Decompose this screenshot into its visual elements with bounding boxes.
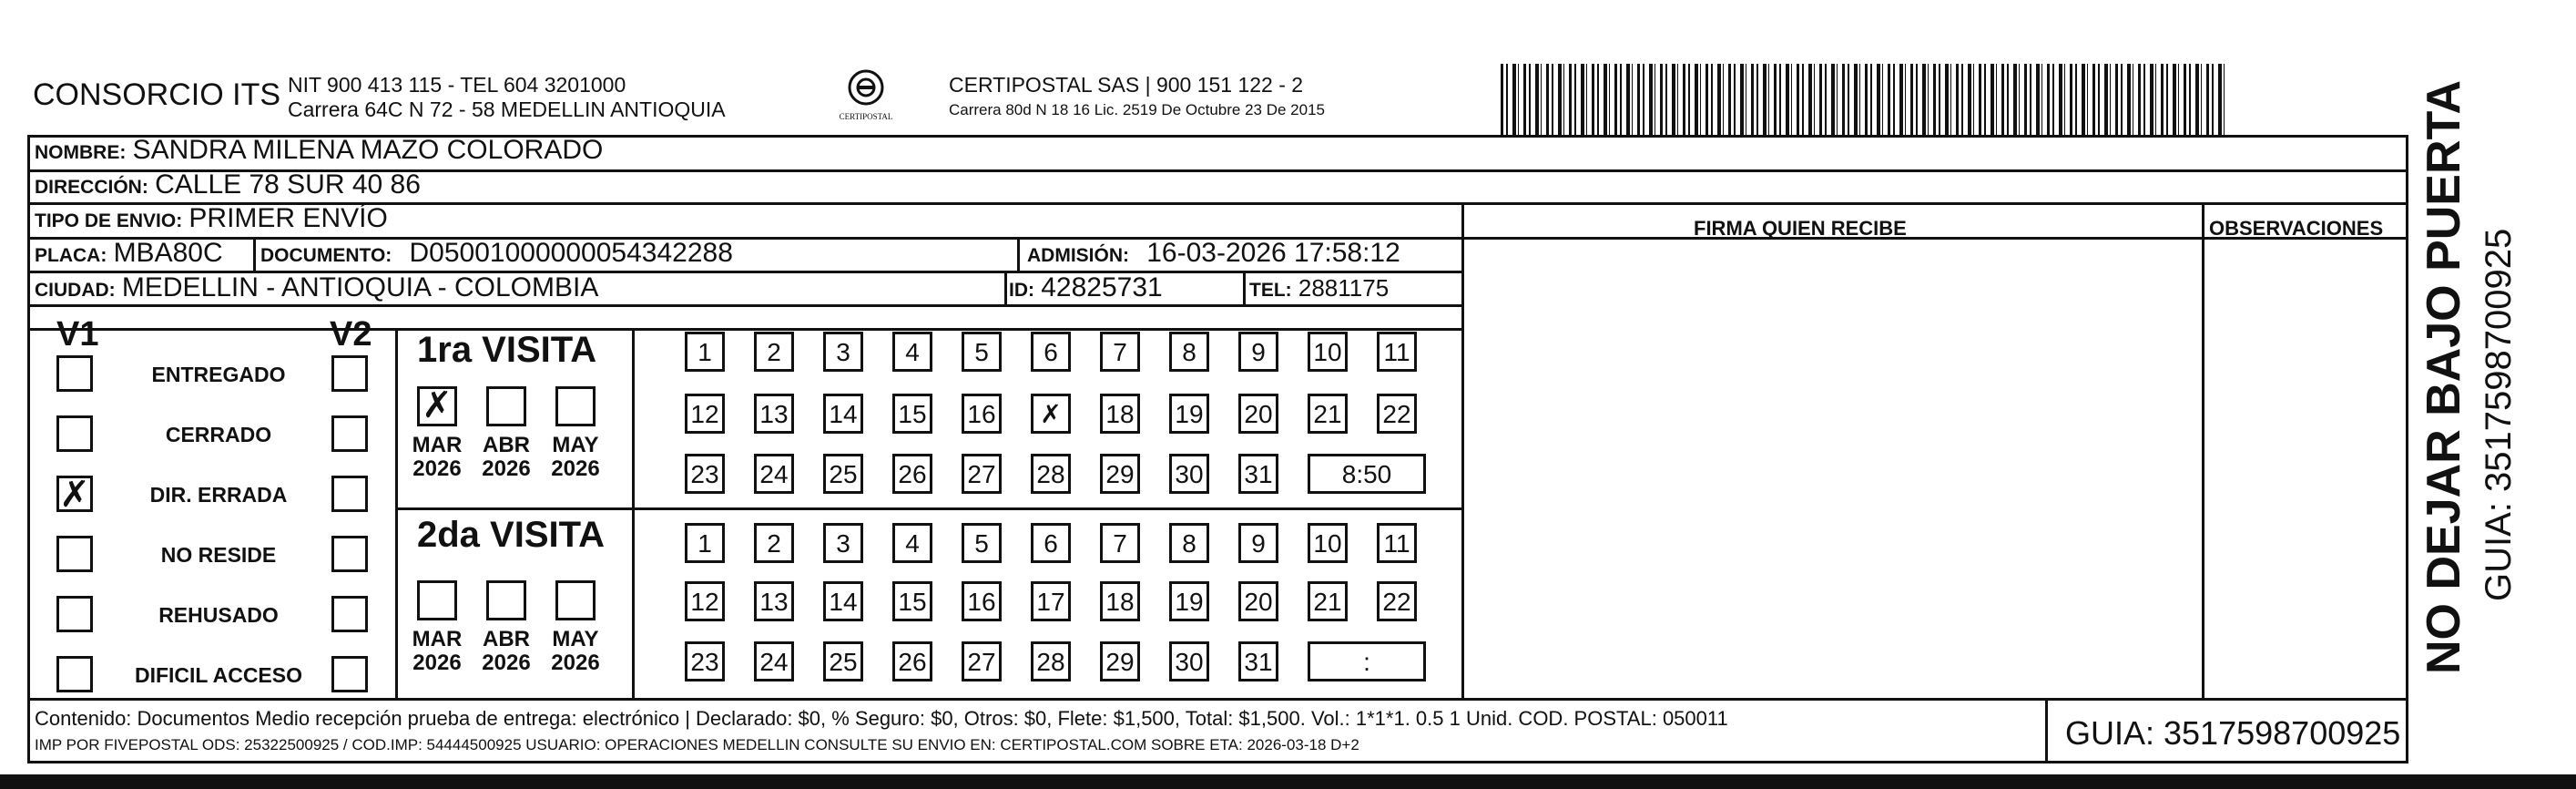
month-label: MAR 2026 <box>412 627 463 675</box>
day-box[interactable]: 7 <box>1100 332 1140 372</box>
ciudad-value: MEDELLIN - ANTIOQUIA - COLOMBIA <box>121 272 599 302</box>
documento-row <box>260 238 733 269</box>
v1-checkbox[interactable] <box>56 415 93 452</box>
admision-label: ADMISIÓN: <box>1027 245 1129 266</box>
day-box[interactable]: 31 <box>1238 454 1278 494</box>
day-box[interactable]: 24 <box>754 454 794 494</box>
day-box[interactable]: 14 <box>823 581 863 621</box>
company-info <box>288 73 726 122</box>
day-box[interactable]: 6 <box>1031 332 1071 372</box>
guia-footer: GUIA: 3517598700925 <box>2065 714 2401 752</box>
v1-checkbox[interactable]: ✗ <box>56 476 93 512</box>
day-box[interactable]: 25 <box>823 454 863 494</box>
day-box[interactable]: 10 <box>1308 523 1348 563</box>
month-label: MAY 2026 <box>551 433 600 481</box>
day-box[interactable]: 22 <box>1377 581 1417 621</box>
day-box[interactable]: 12 <box>685 581 725 621</box>
day-box[interactable]: 2 <box>754 332 794 372</box>
ciudad-row <box>35 272 598 303</box>
month-checkbox[interactable] <box>555 386 596 426</box>
day-box[interactable]: 17 <box>1031 581 1071 621</box>
day-box[interactable]: 5 <box>962 523 1002 563</box>
day-box[interactable]: 21 <box>1308 581 1348 621</box>
day-box[interactable]: 20 <box>1238 581 1278 621</box>
status-label: NO RESIDE <box>160 543 277 567</box>
guia-vertical: GUIA: 3517598700925 <box>2479 228 2519 601</box>
v2-checkbox[interactable] <box>331 536 368 572</box>
status-label: CERRADO <box>165 423 272 446</box>
documento-value: D05001000000054342288 <box>409 238 733 268</box>
day-box[interactable]: 27 <box>962 454 1002 494</box>
day-box[interactable]: 16 <box>962 394 1002 434</box>
v2-checkbox[interactable] <box>331 476 368 512</box>
tel-value: 2881175 <box>1298 274 1390 302</box>
imp-text: IMP POR FIVEPOSTAL ODS: 25322500925 / COD.IMP: 54444500925 USUARIO: OPERACIONES MEDELLIN CONSULTE SU ENVIO EN: CERTIPOSTAL.COM SOBRE ETA: 2026-03-18 D+2 <box>35 736 1359 753</box>
day-box[interactable]: 29 <box>1100 454 1140 494</box>
day-box[interactable]: 16 <box>962 581 1002 621</box>
day-box[interactable]: 4 <box>892 332 932 372</box>
id-value: 42825731 <box>1041 272 1163 302</box>
day-box[interactable]: 18 <box>1100 581 1140 621</box>
day-box[interactable]: 7 <box>1100 523 1140 563</box>
placa-value: MBA80C <box>113 238 223 268</box>
month-label: MAR 2026 <box>412 433 463 481</box>
v1-checkbox[interactable] <box>56 536 93 572</box>
day-box[interactable]: 30 <box>1169 641 1209 681</box>
day-box[interactable]: 5 <box>962 332 1002 372</box>
certipostal-info <box>949 73 1325 119</box>
v2-checkbox[interactable] <box>331 656 368 692</box>
placa-label: PLACA: <box>35 245 107 266</box>
day-box[interactable]: 28 <box>1031 454 1071 494</box>
day-box[interactable]: 2 <box>754 523 794 563</box>
nombre-value: SANDRA MILENA MAZO COLORADO <box>132 135 604 165</box>
tipo-row <box>35 203 388 234</box>
direccion-label: DIRECCIÓN: <box>35 177 148 198</box>
day-box[interactable]: 23 <box>685 454 725 494</box>
v2-checkbox[interactable] <box>331 355 368 392</box>
month-checkbox[interactable]: ✗ <box>417 386 457 426</box>
scan-edge <box>0 774 2576 789</box>
time-box[interactable]: : <box>1308 641 1426 681</box>
ciudad-label: CIUDAD: <box>35 280 116 301</box>
month-checkbox[interactable] <box>486 386 526 426</box>
status-label: DIR. ERRADA <box>149 483 288 507</box>
direccion-value: CALLE 78 SUR 40 86 <box>155 169 421 200</box>
certipostal-logo: CERTIPOSTAL <box>830 67 901 121</box>
day-box[interactable]: 15 <box>892 394 932 434</box>
admision-value: 16-03-2026 17:58:12 <box>1146 238 1400 268</box>
day-box[interactable]: 8 <box>1169 523 1209 563</box>
id-label: ID: <box>1009 280 1034 301</box>
day-box[interactable]: 18 <box>1100 394 1140 434</box>
day-box[interactable]: 11 <box>1377 523 1417 563</box>
month-label: ABR 2026 <box>482 627 531 675</box>
day-box[interactable]: ✗ <box>1031 394 1071 434</box>
status-label: DIFICIL ACCESO <box>134 663 302 687</box>
contenido-text: Contenido: Documentos Medio recepción prueba de entrega: electrónico | Declarado: $0, % Seguro: $0, Otros: $0, Flete: $1,500, Total: $1,500. Vol.: 1*1*1. 0.5 1 Unid. COD. POSTAL: 050011 <box>35 707 1728 730</box>
day-box[interactable]: 25 <box>823 641 863 681</box>
day-box[interactable]: 10 <box>1308 332 1348 372</box>
day-box[interactable]: 26 <box>892 641 932 681</box>
v2-label: V2 <box>330 315 372 354</box>
day-box[interactable]: 21 <box>1308 394 1348 434</box>
day-box[interactable]: 29 <box>1100 641 1140 681</box>
v2-checkbox[interactable] <box>331 415 368 452</box>
day-box[interactable]: 3 <box>823 523 863 563</box>
placa-row <box>35 238 223 269</box>
month-checkbox[interactable] <box>555 580 596 620</box>
v1-checkbox[interactable] <box>56 596 93 632</box>
day-box[interactable]: 23 <box>685 641 725 681</box>
tipo-label: TIPO DE ENVIO: <box>35 210 183 231</box>
v1-checkbox[interactable] <box>56 656 93 692</box>
day-box[interactable]: 31 <box>1238 641 1278 681</box>
time-box[interactable]: 8:50 <box>1308 454 1426 494</box>
month-checkbox[interactable] <box>486 580 526 620</box>
month-label: MAY 2026 <box>551 627 600 675</box>
admision-row <box>1027 238 1400 269</box>
nit-line: NIT 900 413 115 - TEL 604 3201000 <box>288 73 626 97</box>
day-box[interactable]: 26 <box>892 454 932 494</box>
certipostal-line1: CERTIPOSTAL SAS | 900 151 122 - 2 <box>949 73 1304 97</box>
certipostal-logo-icon <box>846 67 886 108</box>
tel-label: TEL: <box>1249 280 1292 301</box>
v1-checkbox[interactable] <box>56 355 93 392</box>
company-name: CONSORCIO ITS <box>33 77 281 112</box>
status-label: REHUSADO <box>158 603 279 627</box>
month-checkbox[interactable] <box>417 580 457 620</box>
day-box[interactable]: 19 <box>1169 581 1209 621</box>
month-label: ABR 2026 <box>482 433 531 481</box>
day-box[interactable]: 24 <box>754 641 794 681</box>
firma-label: FIRMA QUIEN RECIBE <box>1694 217 1907 240</box>
day-box[interactable]: 19 <box>1169 394 1209 434</box>
day-box[interactable]: 20 <box>1238 394 1278 434</box>
day-box[interactable]: 13 <box>754 394 794 434</box>
day-box[interactable]: 9 <box>1238 523 1278 563</box>
day-box[interactable]: 13 <box>754 581 794 621</box>
documento-label: DOCUMENTO: <box>260 245 392 266</box>
day-box[interactable]: 22 <box>1377 394 1417 434</box>
day-box[interactable]: 28 <box>1031 641 1071 681</box>
barcode <box>1501 64 2229 137</box>
day-box[interactable]: 14 <box>823 394 863 434</box>
id-row <box>1009 272 1163 303</box>
day-box[interactable]: 1 <box>685 332 725 372</box>
day-box[interactable]: 6 <box>1031 523 1071 563</box>
nombre-row <box>35 135 603 166</box>
day-box[interactable]: 15 <box>892 581 932 621</box>
day-box[interactable]: 3 <box>823 332 863 372</box>
first-visit-title: 1ra VISITA <box>417 330 597 370</box>
nombre-label: NOMBRE: <box>35 142 127 163</box>
address-line: Carrera 64C N 72 - 58 MEDELLIN ANTIOQUIA <box>288 97 726 121</box>
direccion-row <box>35 169 421 200</box>
observaciones-label: OBSERVACIONES <box>2209 217 2384 240</box>
day-box[interactable]: 1 <box>685 523 725 563</box>
no-dejar-bajo-puerta: NO DEJAR BAJO PUERTA <box>2418 79 2470 674</box>
v2-checkbox[interactable] <box>331 596 368 632</box>
tipo-value: PRIMER ENVÍO <box>188 203 388 233</box>
day-box[interactable]: 11 <box>1377 332 1417 372</box>
day-box[interactable]: 4 <box>892 523 932 563</box>
day-box[interactable]: 9 <box>1238 332 1278 372</box>
day-box[interactable]: 30 <box>1169 454 1209 494</box>
day-box[interactable]: 8 <box>1169 332 1209 372</box>
certipostal-line2: Carrera 80d N 18 16 Lic. 2519 De Octubre 23 De 2015 <box>949 101 1325 118</box>
second-visit-title: 2da VISITA <box>417 515 605 555</box>
day-box[interactable]: 27 <box>962 641 1002 681</box>
v1-label: V1 <box>56 315 99 354</box>
status-label: ENTREGADO <box>151 363 286 386</box>
day-box[interactable]: 12 <box>685 394 725 434</box>
tel-row <box>1249 274 1389 302</box>
